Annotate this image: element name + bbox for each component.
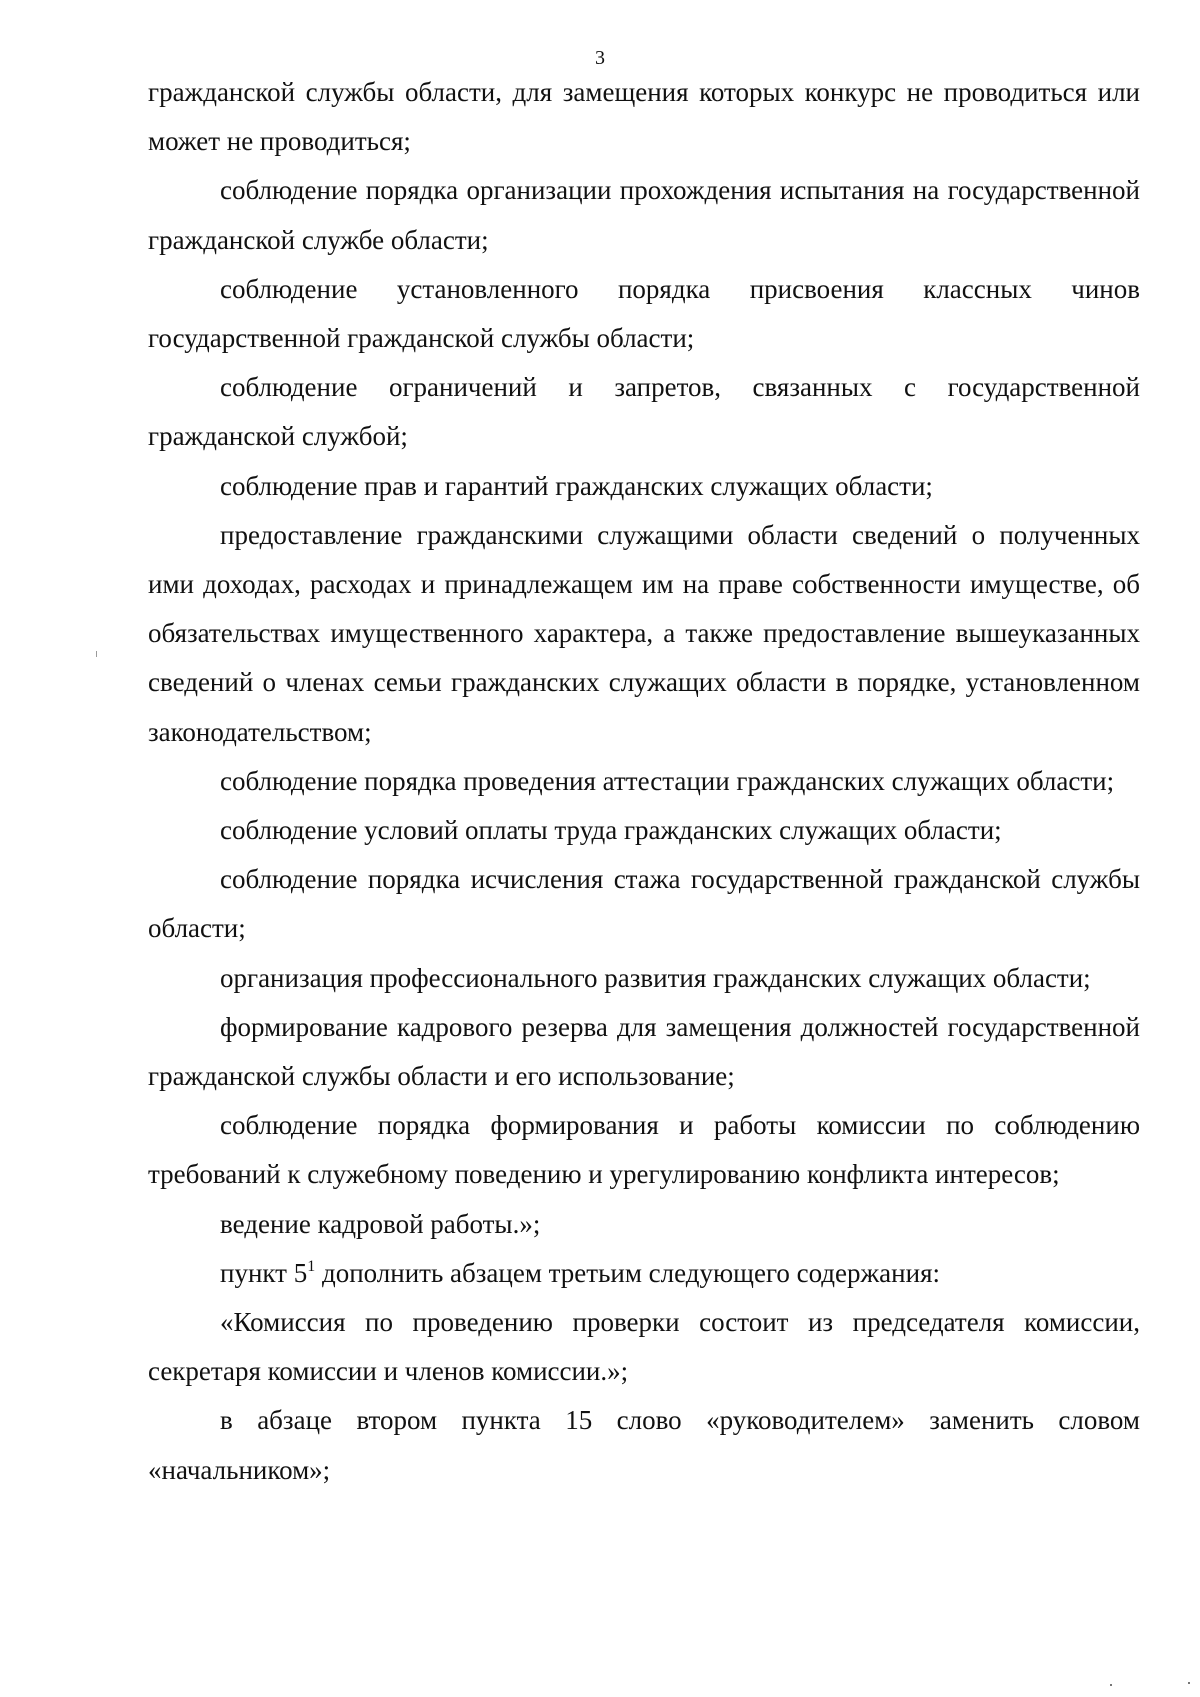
paragraph: соблюдение порядка проведения аттестации гражданских служащих области; [220, 765, 1115, 796]
paragraph: формирование кадрового резерва для замещения должностей государственной гражданской службы области и его использование; [148, 1011, 1140, 1092]
page-number: 3 [595, 47, 605, 69]
scan-artifact [1188, 1682, 1190, 1684]
document-body [148, 68, 1140, 1495]
paragraph: предоставление гражданскими служащими области сведений о полученных ими доходах, расходах и принадлежащем им на праве собственности имуществе, об обязательствах имущественного характера, а также предоставление вышеуказанных сведений о членах семьи гражданских служащих области в порядке, установленном законодательством; [148, 519, 1140, 747]
paragraph: соблюдение прав и гарантий гражданских служащих области; [220, 470, 933, 501]
paragraph: соблюдение установленного порядка присвоения классных чинов государственной гражданской службы области; [148, 273, 1140, 354]
amendment-suffix: дополнить абзацем третьим следующего содержания: [315, 1257, 940, 1288]
amendment-paragraph [148, 1249, 1140, 1298]
scan-artifact [96, 651, 97, 657]
paragraph: «Комиссия по проведению проверки состоит из председателя комиссии, секретаря комиссии и членов комиссии.»; [148, 1307, 1140, 1387]
paragraph: соблюдение порядка формирования и работы комиссии по соблюдению требований к служебному поведению и урегулированию конфликта интересов; [148, 1110, 1140, 1190]
paragraph: ведение кадровой работы.»; [220, 1208, 541, 1239]
paragraph: соблюдение ограничений и запретов, связанных с государственной гражданской службой; [148, 372, 1140, 452]
paragraph: в абзаце втором пункта 15 слово «руководителем» заменить словом «начальником»; [148, 1405, 1140, 1485]
paragraph: гражданской службы области, для замещения которых конкурс не проводиться или может не проводиться; [148, 77, 1140, 157]
amendment-superscript: 1 [307, 1257, 316, 1275]
paragraph: соблюдение порядка организации прохождения испытания на государственной гражданской службе области; [148, 175, 1140, 255]
paragraph: соблюдение условий оплаты труда гражданских служащих области; [220, 815, 1002, 846]
scan-artifact [1110, 1684, 1112, 1686]
paragraph: соблюдение порядка исчисления стажа государственной гражданской службы области; [148, 864, 1140, 944]
paragraph: организация профессионального развития гражданских служащих области; [220, 962, 1091, 993]
amendment-prefix: пункт 5 [220, 1257, 308, 1288]
